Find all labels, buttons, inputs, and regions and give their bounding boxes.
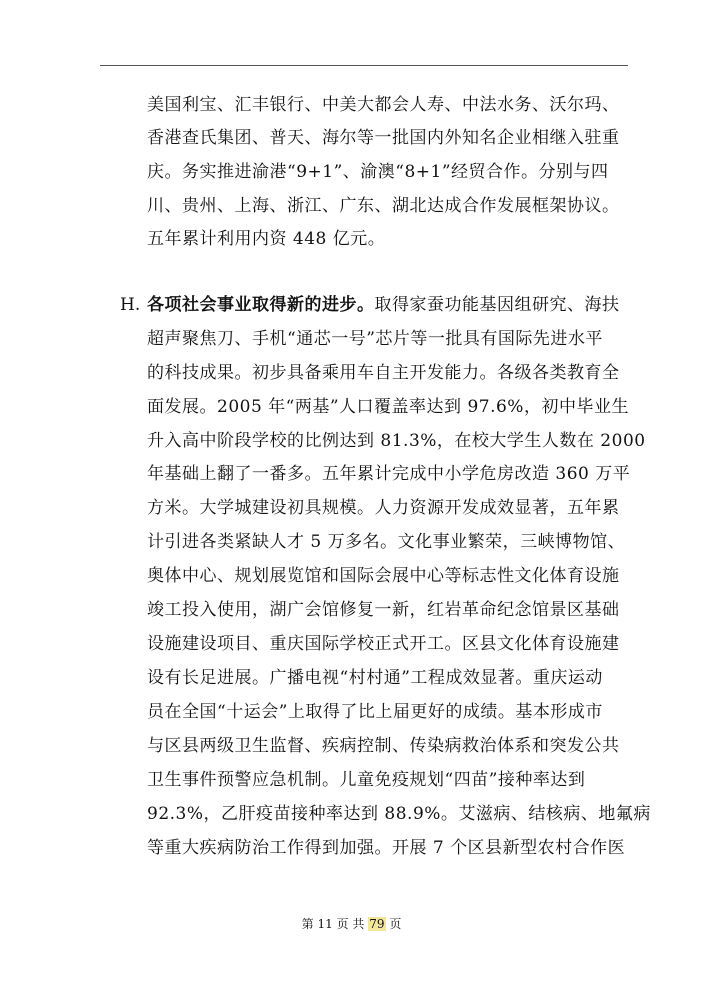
section-h-line-13: 员在全国“十运会”上取得了比上届更好的成绩。基本形成市 xyxy=(147,702,603,722)
paragraph1-line-3: 庆。务实推进渝港“9+1”、渝澳“8+1”经贸合作。分别与四 xyxy=(147,162,609,182)
header-rule xyxy=(100,65,628,66)
section-h-line-17: 等重大疾病防治工作得到加强。开展 7 个区县新型农村合作医 xyxy=(147,838,626,858)
section-h-line-15: 卫生事件预警应急机制。儿童免疫规划“四苗”接种率达到 xyxy=(147,770,586,790)
section-h-line-11: 设施建设项目、重庆国际学校正式开工。区县文化体育设施建 xyxy=(147,634,620,654)
section-h-line-4: 面发展。2005 年“两基”人口覆盖率达到 97.6%，初中毕业生 xyxy=(147,397,629,417)
section-h-line-6: 年基础上翻了一番多。五年累计完成中小学危房改造 360 万平 xyxy=(147,464,631,484)
section-h-line-3: 的科技成果。初步具备乘用车自主开发能力。各级各类教育全 xyxy=(147,363,620,383)
section-h-heading: 各项社会事业取得新的进步。 xyxy=(147,295,375,315)
section-h-line-14: 与区县两级卫生监督、疾病控制、传染病救治体系和突发公共 xyxy=(147,736,620,756)
paragraph1-line-4: 川、贵州、上海、浙江、广东、湖北达成合作发展框架协议。 xyxy=(147,196,620,216)
section-h-first-line xyxy=(147,290,620,320)
section-h-first-line-rest: 取得家蚕功能基因组研究、海扶 xyxy=(374,295,620,315)
footer-mid: 页 共 xyxy=(336,917,365,931)
footer-prefix: 第 xyxy=(301,917,314,931)
footer-suffix: 页 xyxy=(389,917,402,931)
section-h-line-2: 超声聚焦刀、手机“通芯一号”芯片等一批具有国际先进水平 xyxy=(147,329,603,349)
paragraph1-line-5: 五年累计利用内资 448 亿元。 xyxy=(147,229,386,249)
section-h-line-5: 升入高中阶段学校的比例达到 81.3%，在校大学生人数在 2000 xyxy=(147,431,646,451)
section-h-line-7: 方米。大学城建设初具规模。人力资源开发成效显著，五年累 xyxy=(147,498,620,518)
section-h-line-9: 奥体中心、规划展览馆和国际会展中心等标志性文化体育设施 xyxy=(147,566,620,586)
section-h-line-10: 竣工投入使用，湖广会馆修复一新，红岩革命纪念馆景区基础 xyxy=(147,600,620,620)
section-h-line-16: 92.3%，乙肝疫苗接种率达到 88.9%。艾滋病、结核病、地氟病 xyxy=(147,804,651,824)
footer-page-number: 11 xyxy=(317,917,333,931)
footer-total-pages: 79 xyxy=(369,917,385,931)
paragraph1-line-1: 美国利宝、汇丰银行、中美大都会人寿、中法水务、沃尔玛、 xyxy=(147,95,620,115)
page-footer xyxy=(0,916,703,932)
section-h-line-12: 设有长足进展。广播电视“村村通”工程成效显著。重庆运动 xyxy=(147,668,603,688)
section-h-marker: H. xyxy=(120,295,141,315)
paragraph1-line-2: 香港查氏集团、普天、海尔等一批国内外知名企业相继入驻重 xyxy=(147,128,620,148)
section-h-line-8: 计引进各类紧缺人才 5 万多名。文化事业繁荣，三峡博物馆、 xyxy=(147,532,626,552)
